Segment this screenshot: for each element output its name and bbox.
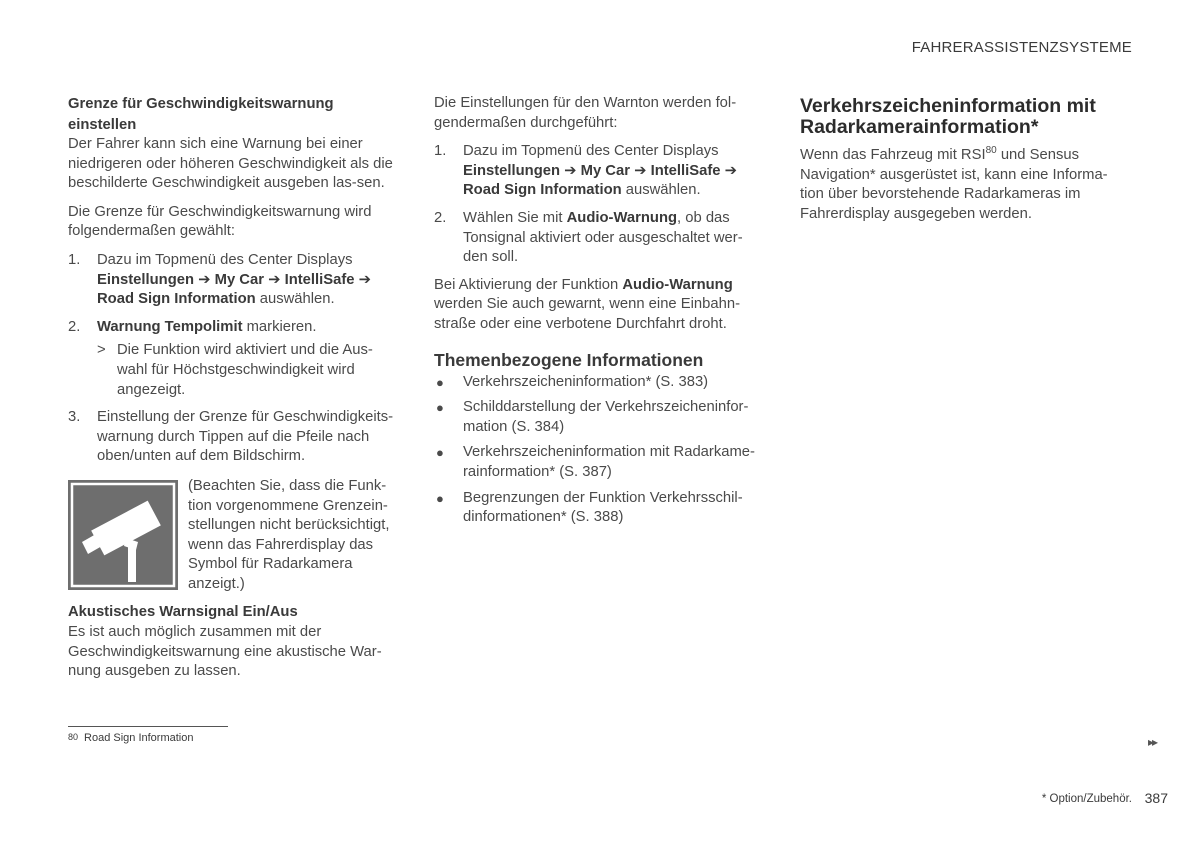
menu-path: Einstellungen ➔ My Car ➔ IntelliSafe ➔ Road Sign Information: [463, 162, 737, 199]
section-header: FAHRERASSISTENZSYSTEME: [911, 39, 1132, 56]
radar-camera-icon: [68, 480, 178, 590]
step-suffix: auswählen.: [255, 291, 335, 308]
step-number: 3.: [68, 409, 81, 426]
footnote: [68, 732, 193, 744]
intro-paragraph: Der Fahrer kann sich eine Warnung bei einer niedrigeren oder höheren Geschwindigkeit als die beschilderte Geschwindigkeit ausgeben las-sen.: [68, 136, 393, 192]
step-item: [68, 251, 403, 310]
rsi-text-after: und Sensus Navigation* ausgerüstet ist, kann eine Informa-tion über bevorstehende Radarkameras im Fahrerdisplay ausgegeben werden.: [800, 147, 1108, 222]
result-marker: >: [97, 342, 106, 359]
page-title: Verkehrszeicheninformation mit Radarkamerainformation*: [800, 95, 1096, 138]
step-result: [97, 341, 403, 400]
step-number: 2.: [68, 318, 81, 335]
activation-option: Audio-Warnung: [622, 276, 733, 293]
speed-limit-heading: Grenze für Geschwindigkeitswarnung einstellen: [68, 96, 334, 133]
step-number: 1.: [68, 251, 81, 268]
step-item: [68, 408, 403, 467]
footnote-ref[interactable]: 80: [985, 145, 997, 157]
bullet: ●: [436, 490, 444, 506]
related-link[interactable]: [434, 398, 764, 437]
option-note: * Option/Zubehör.: [1041, 793, 1132, 805]
related-link[interactable]: [434, 373, 764, 393]
related-link[interactable]: [434, 443, 764, 482]
step-item: [68, 318, 403, 400]
rsi-text-before: Wenn das Fahrzeug mit RSI: [800, 147, 986, 163]
column-3: [800, 94, 1130, 233]
step-item: [434, 142, 764, 201]
step-prefix: Wählen Sie mit: [463, 209, 567, 226]
menu-path: Einstellungen ➔ My Car ➔ IntelliSafe ➔ Road Sign Information: [97, 271, 371, 308]
step-item: [434, 209, 764, 268]
step-suffix: auswählen.: [621, 182, 701, 199]
page-number: 387: [1144, 790, 1168, 806]
bullet: ●: [436, 400, 444, 416]
step-number: 1.: [434, 143, 447, 160]
related-heading: Themenbezogene Informationen: [434, 349, 704, 370]
column-1: [68, 94, 403, 691]
menu-option: Warnung Tempolimit: [97, 318, 243, 335]
related-link[interactable]: [434, 489, 764, 528]
column-2: [434, 94, 764, 534]
step-text: Dazu im Topmenü des Center Displays: [97, 251, 353, 268]
continue-arrows-icon: ▸▸: [1148, 735, 1157, 749]
acoustic-heading: Akustisches Warnsignal Ein/Aus: [68, 604, 298, 621]
related-link-text: Verkehrszeicheninformation mit Radarkame-rainformation* (S. 387): [463, 444, 755, 480]
related-link-text: Schilddarstellung der Verkehrszeicheninfor-mation (S. 384): [463, 399, 749, 435]
step-suffix: , ob das Tonsignal aktiviert oder ausgeschaltet wer-den soll.: [463, 209, 743, 266]
footnote-divider: [68, 726, 228, 727]
footnote-number: 80: [68, 732, 79, 742]
activation-prefix: Bei Aktivierung der Funktion: [434, 276, 623, 293]
related-link-text: Begrenzungen der Funktion Verkehrsschil-dinformationen* (S. 388): [463, 489, 743, 526]
menu-option: Audio-Warnung: [566, 209, 678, 226]
camera-note-text: (Beachten Sie, dass die Funk-tion vorgenommene Grenzein-stellungen nicht berücksichtigt, wenn das Fahrerdisplay das Symbol für Radarkamera anzeigt.): [188, 477, 390, 592]
step-text: Dazu im Topmenü des Center Displays: [463, 143, 719, 160]
step-number: 2.: [434, 209, 447, 226]
bullet: ●: [436, 445, 444, 461]
activation-paragraph: [434, 276, 764, 335]
camera-note-block: [68, 477, 403, 595]
step-text: Einstellung der Grenze für Geschwindigkeits-warnung durch Tippen auf die Pfeile nach oben/unten auf dem Bildschirm.: [97, 409, 394, 465]
step-suffix: markieren.: [242, 318, 317, 335]
activation-suffix: werden Sie auch gewarnt, wenn eine Einbahn-straße oder eine verbotene Durchfahrt droht.: [434, 296, 741, 332]
related-list: [434, 373, 764, 528]
warning-intro: Die Einstellungen für den Warnton werden fol-gendermaßen durchgeführt:: [434, 95, 737, 131]
limit-selection-paragraph: Die Grenze für Geschwindigkeitswarnung wird folgendermaßen gewählt:: [68, 203, 372, 240]
bullet: ●: [436, 374, 444, 390]
warning-steps: [434, 142, 764, 268]
footnote-text: Road Sign Information: [84, 732, 194, 744]
related-link-text: Verkehrszeicheninformation* (S. 383): [463, 373, 709, 390]
rsi-paragraph: [800, 146, 1130, 224]
result-text: Die Funktion wird aktiviert und die Aus-wahl für Höchstgeschwindigkeit wird angezeigt.: [117, 342, 373, 398]
acoustic-paragraph: Es ist auch möglich zusammen mit der Geschwindigkeitswarnung eine akustische War-nung ausgeben zu lassen.: [68, 623, 382, 680]
limit-steps: [68, 251, 403, 467]
